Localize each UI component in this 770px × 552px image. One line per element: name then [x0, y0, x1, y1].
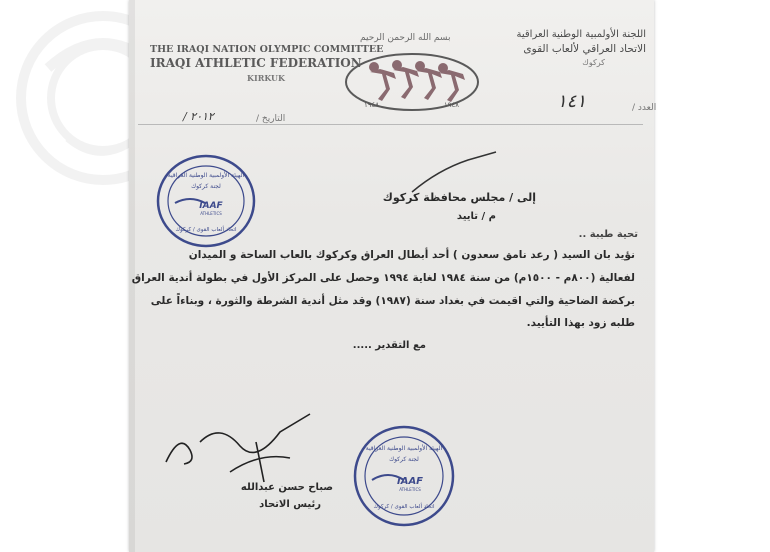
- signatory-name: صباح حسن عبدالله: [240, 482, 333, 493]
- letterhead-en-city: KIRKUK: [247, 73, 285, 83]
- letterhead-en-committee: THE IRAQI NATION OLYMPIC COMMITTEE: [150, 44, 384, 55]
- letterhead-ar-city: كركوك: [582, 58, 605, 67]
- body-line-4: طلبه زود بهذا التأييد.: [526, 317, 635, 329]
- basmala: بسم الله الرحمن الرحيم: [360, 33, 451, 43]
- signatory-title: رئيس الاتحاد: [259, 499, 321, 510]
- number-value: ١٤١: [557, 91, 587, 112]
- signature-scribble: [160, 402, 330, 492]
- letterhead-en-federation: IRAQI ATHLETIC FEDERATION: [150, 56, 362, 70]
- closing: مع التقدير .....: [352, 340, 426, 351]
- body-line-2: لفعالية (٨٠٠م - ١٥٠٠م) من سنة ١٩٨٤ لغاية ١٩٩٤ وحصل على المركز الأول في بطولة أندية العراق: [131, 272, 635, 284]
- official-stamp-bottom: [352, 424, 456, 528]
- stamp-top-logo: IAAF: [199, 201, 223, 211]
- official-stamp-top: [155, 153, 257, 249]
- stamp-top-mid: لجنة كركوك: [191, 183, 221, 190]
- date-value: / ٢٠١٢: [183, 110, 214, 123]
- body-line-3: بركضة الضاحية والتي اقيمت في بغداد سنة (١٩٨٧) وقد مثل أندية الشرطة والثورة ، وبناءاً على: [150, 295, 635, 307]
- body-line-1: نؤيد بان السيد ( رعد نامق سعدون ) أحد أبطال العراق وكركوك بالعاب الساحة و الميدان: [188, 249, 635, 261]
- letterhead-ar-committee: اللجنة الأولمبية الوطنية العراقية: [516, 29, 646, 40]
- stamp-top-logo-sub: ATHLETICS: [200, 211, 222, 216]
- subject: م / تاييد: [456, 211, 496, 222]
- logo-year-left: ١٩٤٨: [364, 101, 380, 109]
- stamp-bottom-mid: لجنة كركوك: [389, 456, 419, 463]
- stamp-bottom-logo-sub: ATHLETICS: [399, 487, 421, 492]
- stamp-top-text: الهيئة الأولمبية الوطنية العراقية: [167, 172, 245, 179]
- federation-logo: [342, 49, 482, 115]
- stamp-top-bottom: اتحاد ألعاب القوى / كركوك: [175, 227, 237, 233]
- stamp-bottom-logo: IAAF: [396, 476, 424, 487]
- stamp-bottom-bottom: اتحاد ألعاب القوى / كركوك: [373, 504, 435, 510]
- stamp-bottom-text: الهيئة الأولمبية الوطنية العراقية: [365, 445, 443, 452]
- date-label: التاريخ /: [256, 114, 286, 124]
- header-divider: [138, 124, 643, 125]
- logo-year-right: ١٩٤٨: [444, 101, 460, 109]
- letterhead-ar-federation: الاتحاد العراقي لألعاب القوى: [523, 43, 646, 55]
- addressee: إلى / مجلس محافظة كركوك: [382, 191, 536, 204]
- number-label: العدد /: [632, 103, 657, 113]
- greeting: تحية طيبة ..: [578, 229, 638, 240]
